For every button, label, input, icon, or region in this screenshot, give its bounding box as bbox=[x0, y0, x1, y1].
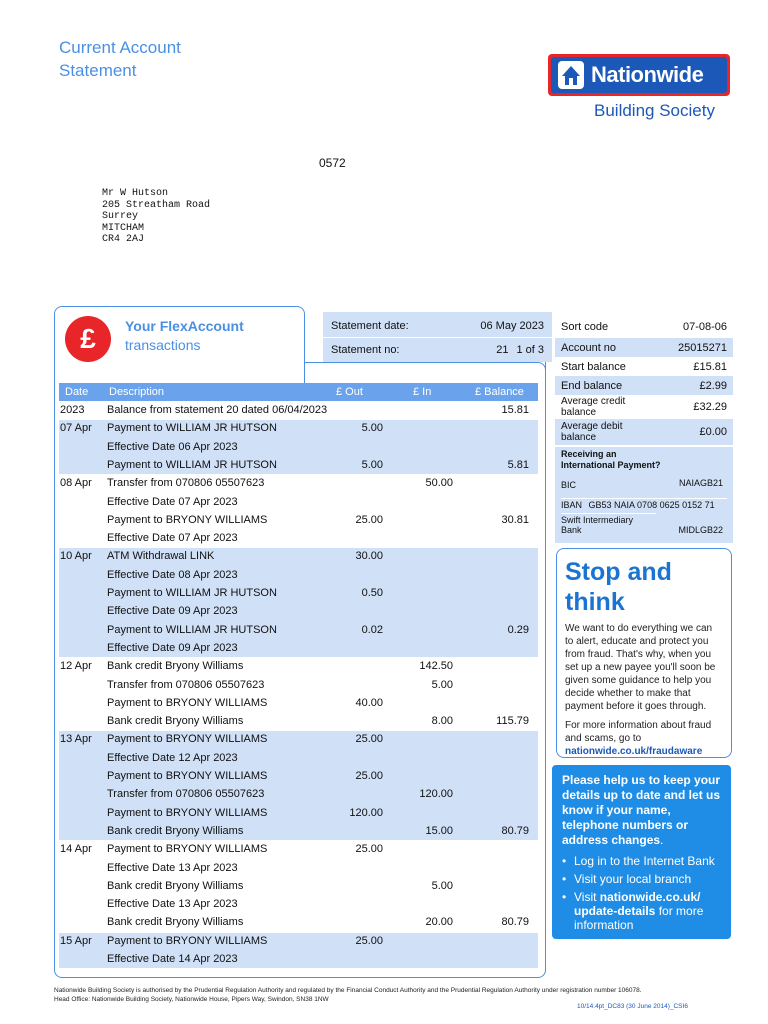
help-title: Please help us to keep your details up to date and let us know if your name, telephone numbers or address changes bbox=[562, 773, 721, 847]
help-item-branch: • Visit your local branch bbox=[562, 872, 721, 886]
table-row bbox=[59, 584, 538, 602]
cell-balance: 0.29 bbox=[507, 623, 529, 636]
cell-description: Effective Date 09 Apr 2023 bbox=[107, 605, 238, 618]
sort-code-label: Sort code bbox=[561, 321, 609, 333]
cell-description: Effective Date 12 Apr 2023 bbox=[107, 751, 238, 764]
table-row bbox=[59, 657, 538, 675]
update-details-link[interactable]: nationwide.co.uk/ update-details bbox=[574, 890, 701, 918]
end-balance-label: End balance bbox=[561, 379, 623, 392]
cell-description: Bank credit Bryony Williams bbox=[107, 660, 244, 673]
statement-date-value: 06 May 2023 bbox=[480, 320, 544, 332]
cell-description: Effective Date 07 Apr 2023 bbox=[107, 495, 238, 508]
bic-value: NAIAGB21 bbox=[678, 478, 723, 488]
footer-regulation: Nationwide Building Society is authorised by the Prudential Regulation Authority and regulated by the Financial Conduct Authority and the Prudential Regulation Authority under registration number 106078. bbox=[54, 987, 642, 994]
table-row bbox=[59, 474, 538, 492]
start-balance-value: £15.81 bbox=[693, 360, 727, 373]
table-row bbox=[59, 840, 538, 858]
help-item-internet-bank: • Log in to the Internet Bank bbox=[562, 854, 721, 868]
statement-subtitle: Statement bbox=[59, 61, 137, 80]
statement-info bbox=[323, 312, 552, 362]
avg-debit-label: Average debit balance bbox=[561, 421, 623, 443]
stop-info: For more information about fraud and scams, go to bbox=[565, 720, 712, 744]
table-row bbox=[59, 493, 538, 511]
cell-out: 40.00 bbox=[355, 696, 383, 709]
col-in: £ In bbox=[413, 386, 432, 398]
table-row bbox=[59, 529, 538, 547]
cell-in: 8.00 bbox=[431, 715, 453, 728]
table-row bbox=[59, 639, 538, 657]
cell-date: 13 Apr bbox=[60, 733, 92, 746]
start-balance-row bbox=[555, 357, 733, 376]
table-row bbox=[59, 804, 538, 822]
update-details-panel bbox=[552, 765, 731, 939]
iban-value: GB53 NAIA 0708 0625 0152 71 bbox=[588, 500, 715, 510]
table-row bbox=[59, 730, 538, 748]
table-row bbox=[59, 401, 538, 419]
cell-date: 2023 bbox=[60, 404, 85, 416]
end-balance-value: £2.99 bbox=[699, 379, 727, 392]
cell-description: Bank credit Bryony Williams bbox=[107, 879, 244, 892]
col-out: £ Out bbox=[336, 386, 363, 398]
cell-description: Payment to BRYONY WILLIAMS bbox=[107, 733, 268, 746]
avg-credit-label: Average credit balance bbox=[561, 396, 626, 418]
swift-label: Swift Intermediary Bank bbox=[561, 513, 656, 535]
postal-address bbox=[102, 188, 210, 246]
table-header bbox=[59, 383, 538, 401]
cell-description: Bank credit Bryony Williams bbox=[107, 916, 244, 929]
cell-in: 20.00 bbox=[425, 916, 453, 929]
table-row bbox=[59, 511, 538, 529]
reference-number: 0572 bbox=[319, 156, 346, 170]
cell-balance: 5.81 bbox=[507, 458, 529, 471]
avg-credit-row bbox=[555, 395, 733, 419]
cell-description: Balance from statement 20 dated 06/04/2023 bbox=[107, 404, 328, 416]
cell-description: Payment to BRYONY WILLIAMS bbox=[107, 770, 268, 782]
table-row bbox=[59, 456, 538, 474]
cell-description: Payment to BRYONY WILLIAMS bbox=[107, 513, 268, 526]
avg-debit-value: £0.00 bbox=[699, 426, 727, 438]
table-row bbox=[59, 438, 538, 456]
cell-out: 25.00 bbox=[355, 770, 383, 782]
statement-date-label: Statement date: bbox=[331, 320, 409, 332]
end-balance-row bbox=[555, 376, 733, 395]
cell-date: 08 Apr bbox=[60, 477, 92, 490]
cell-out: 5.00 bbox=[361, 422, 383, 435]
iban-label: IBAN bbox=[561, 500, 583, 510]
start-balance-label: Start balance bbox=[561, 360, 626, 373]
cell-description: Bank credit Bryony Williams bbox=[107, 824, 244, 837]
cell-description: Payment to BRYONY WILLIAMS bbox=[107, 843, 268, 856]
statement-no-label: Statement no: bbox=[331, 343, 400, 356]
table-row bbox=[59, 712, 538, 730]
fraudaware-link[interactable]: nationwide.co.uk/fraudaware bbox=[565, 746, 703, 757]
table-row bbox=[59, 676, 538, 694]
bic-label: BIC bbox=[561, 480, 577, 490]
table-row bbox=[59, 621, 538, 639]
col-balance: £ Balance bbox=[475, 386, 524, 398]
cell-out: 0.02 bbox=[361, 623, 383, 636]
account-no-row bbox=[555, 338, 733, 357]
cell-out: 25.00 bbox=[355, 843, 383, 856]
cell-date: 15 Apr bbox=[60, 934, 92, 947]
statement-date-row bbox=[323, 314, 552, 338]
house-icon bbox=[557, 60, 585, 90]
footer-code: 10/14.4pt_DC83 (30 June 2014)_CSI6 bbox=[577, 1003, 688, 1010]
cell-out: 120.00 bbox=[349, 806, 383, 819]
cell-out: 25.00 bbox=[355, 513, 383, 526]
statement-no-row bbox=[323, 337, 552, 361]
table-row bbox=[59, 566, 538, 584]
group-separator bbox=[59, 932, 538, 933]
cell-out: 25.00 bbox=[355, 733, 383, 746]
table-row bbox=[59, 749, 538, 767]
cell-description: Payment to WILLIAM JR HUTSON bbox=[107, 623, 277, 636]
group-separator bbox=[59, 730, 538, 731]
table-row bbox=[59, 419, 538, 437]
address-line: Surrey bbox=[102, 211, 139, 222]
cell-description: Effective Date 07 Apr 2023 bbox=[107, 532, 238, 545]
intl-title: Receiving an International Payment? bbox=[561, 449, 661, 470]
help-item-website bbox=[562, 890, 721, 932]
cell-in: 50.00 bbox=[425, 477, 453, 490]
table-row bbox=[59, 950, 538, 968]
cell-description: Effective Date 06 Apr 2023 bbox=[107, 440, 238, 453]
table-row bbox=[59, 602, 538, 620]
cell-description: Payment to BRYONY WILLIAMS bbox=[107, 806, 268, 819]
cell-description: Payment to WILLIAM JR HUTSON bbox=[107, 587, 277, 599]
help-item3-suffix: for more information bbox=[574, 904, 704, 932]
group-separator bbox=[59, 840, 538, 841]
cell-description: Payment to BRYONY WILLIAMS bbox=[107, 934, 268, 947]
table-row bbox=[59, 932, 538, 950]
flex-title: Your FlexAccount bbox=[125, 318, 244, 334]
help-list bbox=[562, 854, 721, 932]
cell-out: 30.00 bbox=[355, 550, 383, 563]
cell-balance: 80.79 bbox=[501, 824, 529, 837]
table-row bbox=[59, 822, 538, 840]
cell-description: Effective Date 13 Apr 2023 bbox=[107, 898, 238, 911]
help-item3-prefix: Visit bbox=[574, 890, 600, 904]
cell-description: Transfer from 070806 05507623 bbox=[107, 678, 265, 691]
stop-and-think-panel bbox=[556, 548, 732, 758]
pound-icon: £ bbox=[65, 316, 111, 362]
logo-subtitle: Building Society bbox=[594, 101, 715, 120]
table-row bbox=[59, 767, 538, 785]
cell-out: 5.00 bbox=[361, 458, 383, 471]
col-date: Date bbox=[65, 386, 89, 398]
statement-no-value: 21 bbox=[496, 343, 509, 356]
account-no-value: 25015271 bbox=[678, 341, 727, 354]
group-separator bbox=[59, 547, 538, 548]
cell-description: Effective Date 14 Apr 2023 bbox=[107, 953, 238, 965]
avg-credit-value: £32.29 bbox=[693, 401, 727, 413]
table-row bbox=[59, 877, 538, 895]
footer-head-office: Head Office: Nationwide Building Society, Nationwide House, Pipers Way, Swindon, SN38 1NW bbox=[54, 996, 329, 1003]
footer bbox=[54, 986, 744, 1004]
table-row bbox=[59, 859, 538, 877]
address-line: 205 Streatham Road bbox=[102, 199, 211, 211]
cell-description: Payment to WILLIAM JR HUTSON bbox=[107, 458, 277, 471]
page-count: 1 of 3 bbox=[516, 343, 544, 356]
table-row bbox=[59, 913, 538, 931]
flex-subtitle: transactions bbox=[125, 337, 201, 353]
cell-description: Effective Date 09 Apr 2023 bbox=[107, 641, 238, 654]
cell-description: Transfer from 070806 05507623 bbox=[107, 788, 265, 801]
cell-balance: 30.81 bbox=[501, 513, 529, 526]
cell-description: ATM Withdrawal LINK bbox=[107, 550, 215, 563]
col-description: Description bbox=[109, 386, 165, 398]
account-no-label: Account no bbox=[561, 341, 617, 354]
stop-title: Stop and think bbox=[565, 558, 672, 616]
cell-in: 15.00 bbox=[425, 824, 453, 837]
international-payment-box bbox=[555, 447, 733, 543]
cell-in: 120.00 bbox=[419, 788, 453, 801]
group-separator bbox=[59, 474, 538, 475]
help-title-tail: . bbox=[660, 833, 664, 847]
cell-balance: 80.79 bbox=[501, 916, 529, 929]
cell-in: 5.00 bbox=[431, 879, 453, 892]
cell-description: Transfer from 070806 05507623 bbox=[107, 477, 265, 490]
cell-balance: 15.81 bbox=[501, 404, 529, 416]
swift-value: MIDLGB22 bbox=[678, 525, 723, 535]
group-separator bbox=[59, 419, 538, 420]
table-row bbox=[59, 547, 538, 565]
statement-title: Current Account bbox=[59, 38, 181, 57]
cell-out: 25.00 bbox=[355, 934, 383, 947]
cell-description: Effective Date 13 Apr 2023 bbox=[107, 861, 238, 874]
stop-text: We want to do everything we can to alert, educate and protect you from fraud. That's why, when you set up a new payee you'll soon be given some guidance to help you decide whether to make that payment before it goes through. bbox=[565, 623, 716, 712]
address-line: CR4 2AJ bbox=[102, 234, 145, 245]
cell-description: Payment to BRYONY WILLIAMS bbox=[107, 696, 268, 709]
sort-code-row bbox=[555, 316, 733, 338]
group-separator bbox=[59, 657, 538, 658]
sort-code-value: 07-08-06 bbox=[682, 321, 727, 333]
cell-out: 0.50 bbox=[361, 587, 383, 599]
cell-in: 142.50 bbox=[419, 660, 453, 673]
cell-in: 5.00 bbox=[431, 678, 453, 691]
table-row bbox=[59, 895, 538, 913]
cell-date: 07 Apr bbox=[60, 422, 92, 435]
avg-debit-row bbox=[555, 419, 733, 445]
logo-wordmark: Nationwide bbox=[591, 62, 704, 87]
table-row bbox=[59, 694, 538, 712]
cell-description: Bank credit Bryony Williams bbox=[107, 715, 244, 728]
nationwide-logo bbox=[548, 54, 730, 96]
cell-description: Effective Date 08 Apr 2023 bbox=[107, 568, 238, 581]
table-row bbox=[59, 785, 538, 803]
cell-date: 12 Apr bbox=[60, 660, 92, 673]
address-line: MITCHAM bbox=[102, 222, 145, 234]
address-line: Mr W Hutson bbox=[102, 188, 169, 199]
cell-description: Payment to WILLIAM JR HUTSON bbox=[107, 422, 277, 435]
cell-date: 14 Apr bbox=[60, 843, 92, 856]
cell-balance: 115.79 bbox=[496, 715, 529, 728]
cell-date: 10 Apr bbox=[60, 550, 92, 563]
